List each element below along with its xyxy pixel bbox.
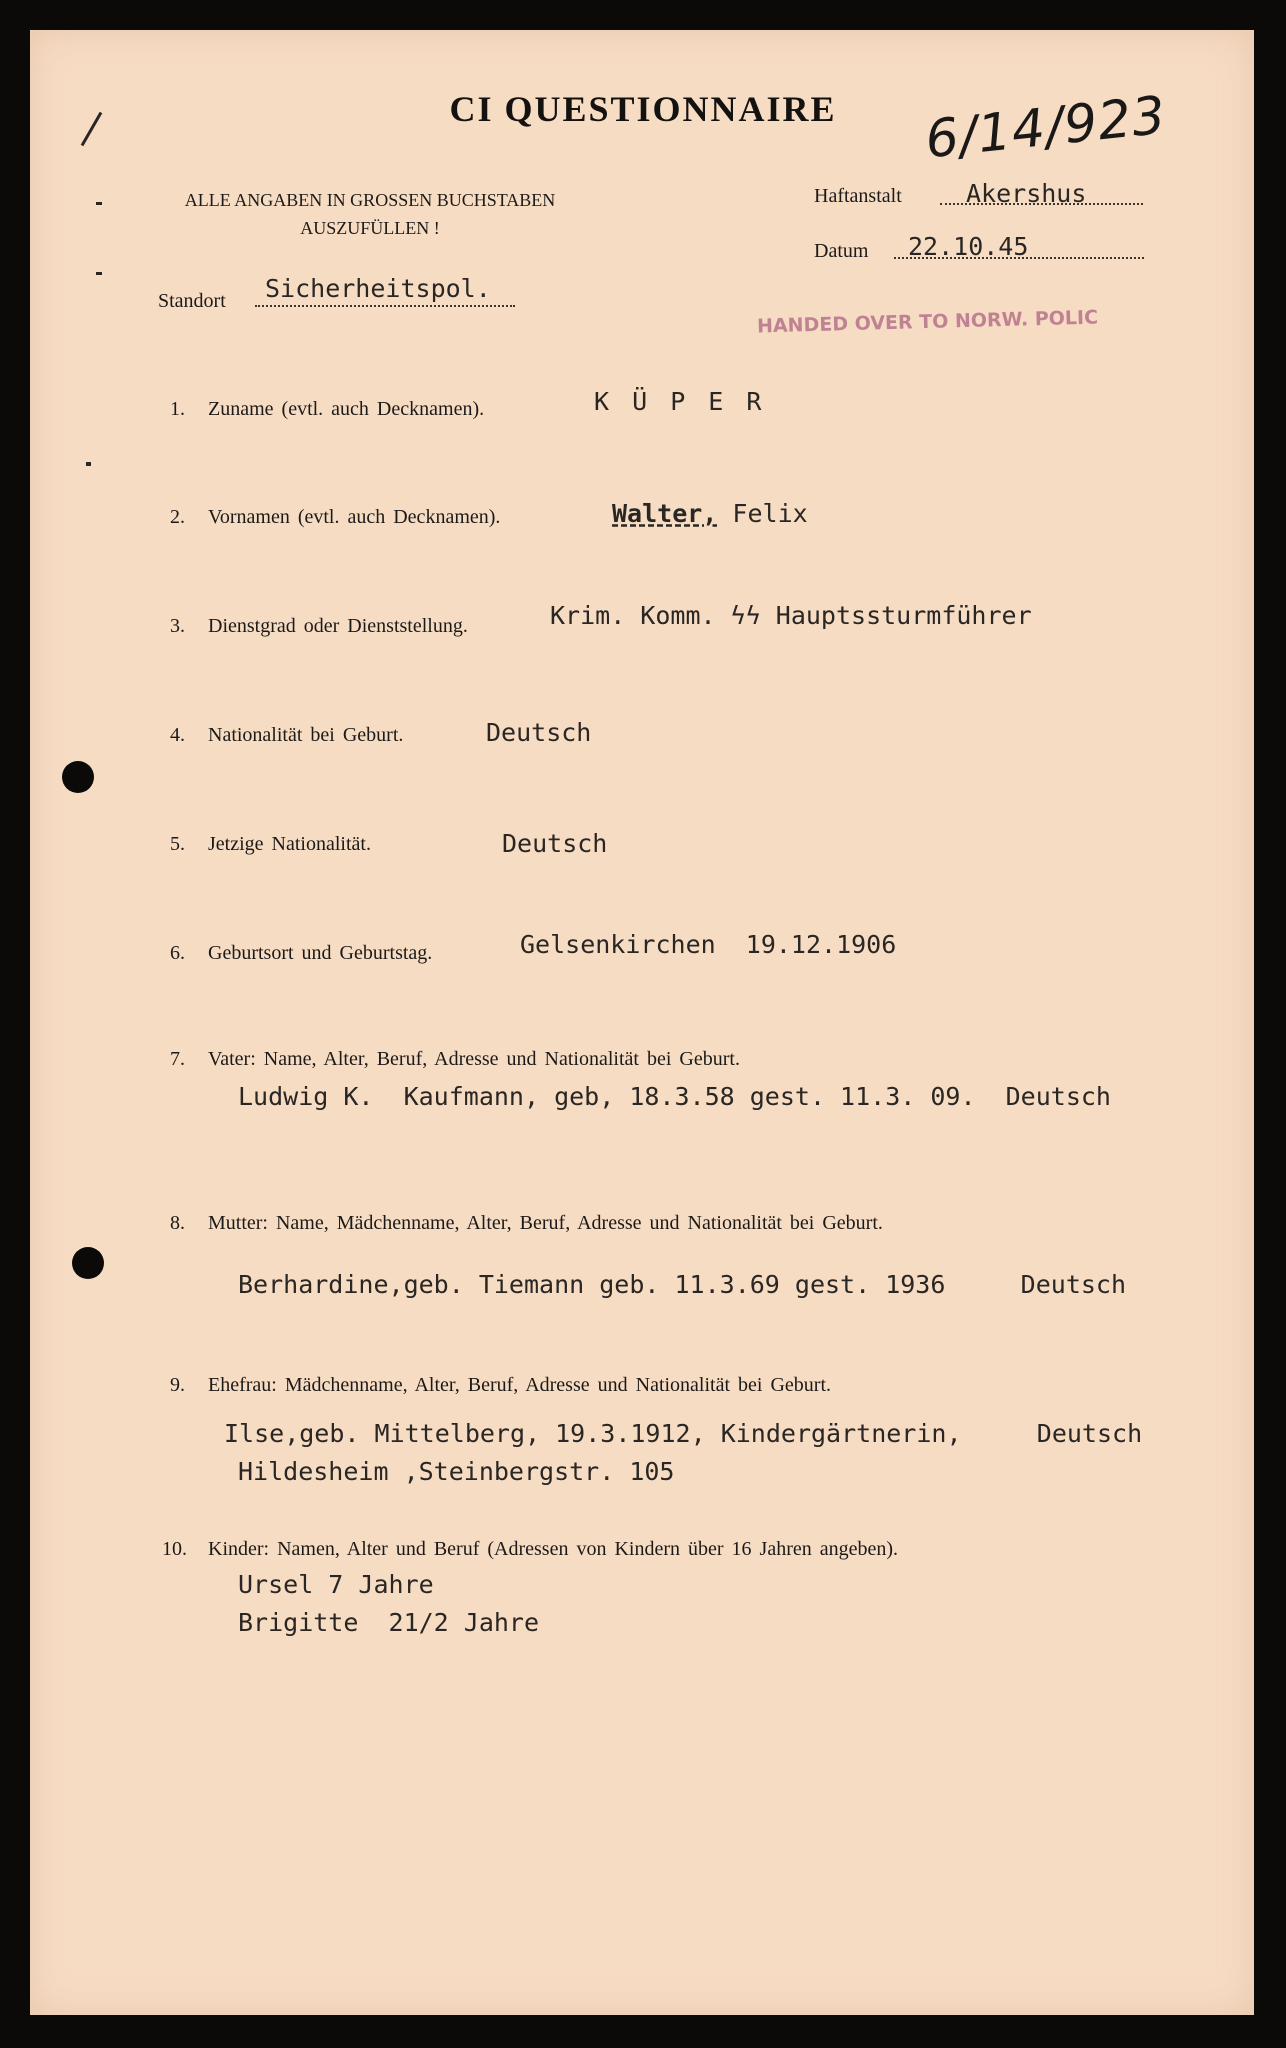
answer-children-line2: Brigitte 21/2 Jahre	[238, 1608, 540, 1637]
punch-hole	[62, 761, 94, 793]
question-label: Nationalität bei Geburt.	[208, 724, 404, 746]
datum-label: Datum	[814, 240, 869, 262]
question-4	[170, 724, 403, 747]
standort-field-line	[255, 305, 515, 307]
question-label: Dienstgrad oder Dienststellung.	[208, 615, 468, 637]
handwritten-file-number: 6/14/923	[922, 85, 1170, 171]
question-1	[170, 398, 484, 421]
instruction-line: ALLE ANGABEN IN GROSSEN BUCHSTABEN	[184, 190, 556, 210]
question-label: Zuname (evtl. auch Decknamen).	[208, 398, 485, 420]
answer-father: Ludwig K. Kaufmann, geb, 18.3.58 gest. 11.3. 09. Deutsch	[238, 1082, 1111, 1111]
question-label: Vornamen (evtl. auch Decknamen).	[208, 506, 501, 528]
pen-mark	[86, 462, 91, 466]
answer-wife-line1: Ilse,geb. Mittelberg, 19.3.1912, Kindergärtnerin, Deutsch	[224, 1419, 1143, 1448]
question-number: 6.	[170, 942, 185, 964]
answer-children-line1: Ursel 7 Jahre	[238, 1570, 434, 1599]
question-number: 5.	[170, 833, 185, 855]
question-2	[170, 506, 500, 529]
question-6	[170, 942, 432, 965]
question-label: Geburtsort und Geburtstag.	[208, 942, 433, 964]
answer-first-names	[612, 499, 808, 528]
question-number: 10.	[162, 1538, 187, 1560]
question-3	[170, 615, 468, 638]
haftanstalt-value: Akershus	[966, 179, 1087, 208]
question-number: 8.	[170, 1212, 185, 1234]
question-number: 1.	[170, 398, 185, 420]
question-9	[170, 1374, 831, 1397]
question-label: Jetzige Nationalität.	[208, 833, 371, 855]
question-label: Vater: Name, Alter, Beruf, Adresse und Nationalität bei Geburt.	[208, 1048, 740, 1070]
instructions	[160, 186, 580, 242]
page-title: CI QUESTIONNAIRE	[449, 89, 837, 129]
answer-nationality-birth: Deutsch	[486, 718, 592, 747]
question-number: 3.	[170, 615, 185, 637]
datum-value: 22.10.45	[908, 232, 1029, 261]
question-8	[170, 1212, 883, 1235]
question-7	[170, 1048, 740, 1071]
answer-wife-line2: Hildesheim ,Steinbergstr. 105	[238, 1457, 675, 1486]
punch-hole	[72, 1247, 104, 1279]
question-number: 2.	[170, 506, 185, 528]
question-5	[170, 833, 371, 856]
answer-underlined-name: Walter,	[612, 499, 718, 528]
question-number: 4.	[170, 724, 185, 746]
answer-rank: Krim. Komm. ϟϟ Hauptssturmführer	[550, 601, 1032, 630]
answer-current-nationality: Deutsch	[502, 829, 608, 858]
standort-value: Sicherheitspol.	[265, 274, 491, 303]
pen-mark	[96, 202, 102, 205]
question-label: Kinder: Namen, Alter und Beruf (Adressen von Kindern über 16 Jahren angeben).	[208, 1538, 899, 1560]
answer-birthplace-date: Gelsenkirchen 19.12.1906	[520, 930, 897, 959]
handed-over-stamp: HANDED OVER TO NORW. POLIC	[756, 306, 1099, 338]
answer-second-name: Felix	[717, 499, 808, 528]
question-number: 7.	[170, 1048, 185, 1070]
answer-surname: K Ü P E R	[594, 387, 766, 416]
question-label: Mutter: Name, Mädchenname, Alter, Beruf, Adresse und Nationalität bei Geburt.	[208, 1212, 883, 1234]
answer-mother: Berhardine,geb. Tiemann geb. 11.3.69 gest. 1936 Deutsch	[238, 1270, 1127, 1299]
question-10	[162, 1538, 898, 1561]
haftanstalt-label: Haftanstalt	[814, 185, 902, 207]
standort-label: Standort	[158, 290, 226, 312]
question-number: 9.	[170, 1374, 185, 1396]
pen-mark	[96, 272, 102, 275]
question-label: Ehefrau: Mädchenname, Alter, Beruf, Adresse und Nationalität bei Geburt.	[208, 1374, 832, 1396]
instruction-line: AUSZUFÜLLEN !	[300, 218, 440, 238]
